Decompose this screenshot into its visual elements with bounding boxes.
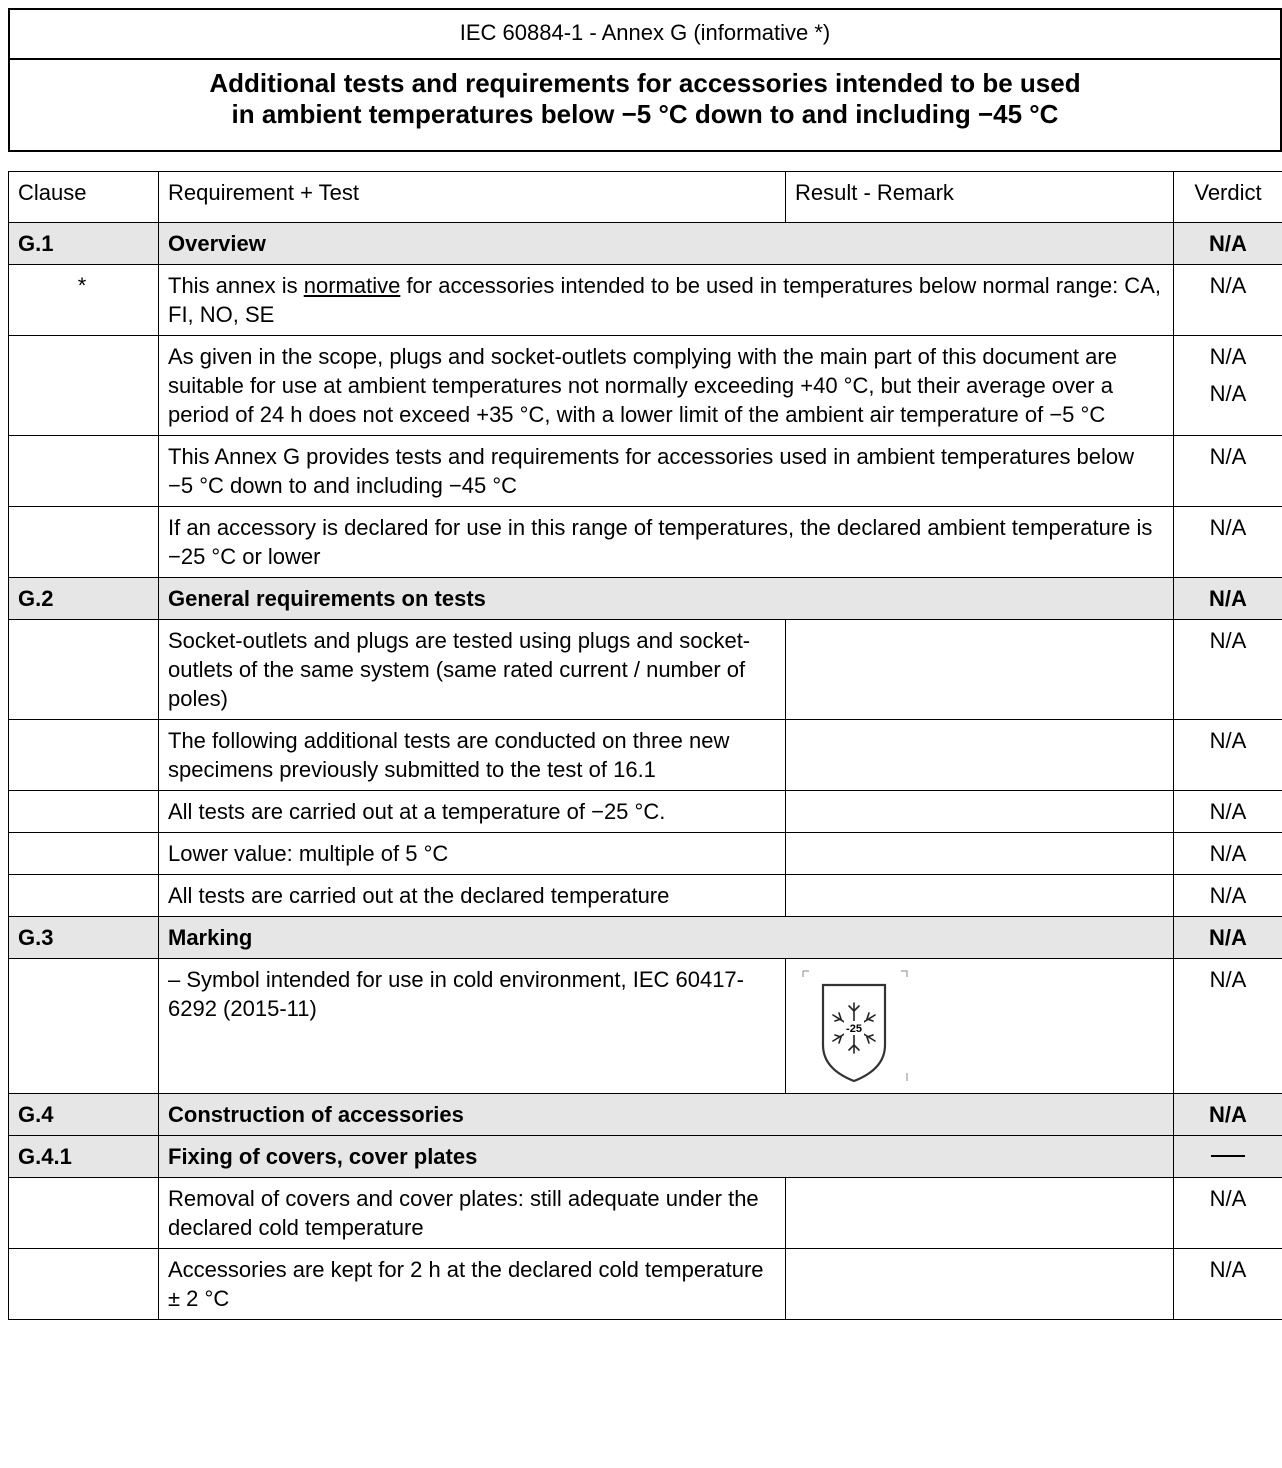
table-row <box>9 1249 1282 1320</box>
clause-cell <box>9 436 159 507</box>
verdict: N/A <box>1174 1249 1282 1320</box>
clause-cell <box>9 1249 159 1320</box>
verdict: N/A <box>1174 917 1282 959</box>
result-remark <box>786 1178 1174 1249</box>
table-row <box>9 959 1282 1094</box>
verdict: N/A <box>1174 436 1282 507</box>
requirement-text: – Symbol intended for use in cold environment, IEC 60417-6292 (2015-11) <box>159 959 786 1094</box>
requirement-text: All tests are carried out at a temperature of −25 °C. <box>159 791 786 833</box>
normative-text-pre: This annex is <box>168 273 304 298</box>
requirement-text: If an accessory is declared for use in this range of temperatures, the declared ambient temperature is −25 °C or lower <box>159 507 1174 578</box>
section-row-g4 <box>9 1094 1282 1136</box>
clause-number: G.1 <box>9 223 159 265</box>
verdict: N/A <box>1174 265 1282 336</box>
annex-title-line-1: Additional tests and requirements for accessories intended to be used <box>209 68 1081 98</box>
verdict: N/A <box>1209 344 1247 369</box>
result-remark <box>786 791 1174 833</box>
standard-reference: IEC 60884-1 - Annex G (informative *) <box>10 10 1280 60</box>
normative-text-post: for accessories intended to be used in temperatures below normal range: CA, FI, NO, SE <box>168 273 1161 327</box>
section-row-g41 <box>9 1136 1282 1178</box>
verdict: N/A <box>1174 620 1282 720</box>
cold-environment-symbol-icon <box>801 969 909 1087</box>
requirement-text: Accessories are kept for 2 h at the declared cold temperature ± 2 °C <box>159 1249 786 1320</box>
column-header-requirement: Requirement + Test <box>159 172 786 223</box>
requirement-text: Socket-outlets and plugs are tested using plugs and socket-outlets of the same system (same rated current / number of poles) <box>159 620 786 720</box>
clause-cell <box>9 265 159 336</box>
verdict: N/A <box>1174 578 1282 620</box>
clause-number: G.4.1 <box>9 1136 159 1178</box>
requirements-table <box>8 171 1282 1320</box>
section-title: Marking <box>159 917 1174 959</box>
clause-cell <box>9 620 159 720</box>
table-row <box>9 436 1282 507</box>
verdict: N/A <box>1174 507 1282 578</box>
result-remark <box>786 833 1174 875</box>
table-row <box>9 265 1282 336</box>
verdict: N/A <box>1174 720 1282 791</box>
annex-title-line-2: in ambient temperatures below −5 °C down to and including −45 °C <box>231 99 1059 129</box>
requirement-text: All tests are carried out at the declared temperature <box>159 875 786 917</box>
verdict: N/A <box>1174 833 1282 875</box>
table-row <box>9 833 1282 875</box>
table-row <box>9 336 1282 436</box>
result-remark <box>786 620 1174 720</box>
clause-number: G.2 <box>9 578 159 620</box>
requirement-text: The following additional tests are conducted on three new specimens previously submitted to the test of 16.1 <box>159 720 786 791</box>
section-title: Construction of accessories <box>159 1094 1174 1136</box>
verdict: N/A <box>1209 381 1247 406</box>
column-header-row <box>9 172 1282 223</box>
symbol-temperature-value: -25 <box>846 1023 862 1035</box>
requirement-text: This Annex G provides tests and requirements for accessories used in ambient temperatures below −5 °C down to and including −45 °C <box>159 436 1174 507</box>
table-row <box>9 720 1282 791</box>
section-title: Overview <box>159 223 1174 265</box>
section-row-g1 <box>9 223 1282 265</box>
clause-cell <box>9 1178 159 1249</box>
table-row <box>9 875 1282 917</box>
result-remark <box>786 875 1174 917</box>
verdict: N/A <box>1174 791 1282 833</box>
clause-cell <box>9 875 159 917</box>
verdict: N/A <box>1174 1178 1282 1249</box>
verdict: N/A <box>1174 959 1282 1094</box>
verdict: N/A <box>1174 875 1282 917</box>
clause-cell <box>9 833 159 875</box>
clause-cell <box>9 791 159 833</box>
normative-word: normative <box>303 273 401 298</box>
clause-cell <box>9 507 159 578</box>
result-remark <box>786 1249 1174 1320</box>
clause-cell <box>9 336 159 436</box>
requirement-text: As given in the scope, plugs and socket-outlets complying with the main part of this document are suitable for use at ambient temperatures not normally exceeding +40 °C, but their average over a period of 24 h does not exceed +35 °C, with a lower limit of the ambient air temperature of −5 °C <box>159 336 1174 436</box>
requirement-text: Lower value: multiple of 5 °C <box>159 833 786 875</box>
verdict-cell <box>1174 336 1282 436</box>
section-title: Fixing of covers, cover plates <box>159 1136 1174 1178</box>
clause-number: G.3 <box>9 917 159 959</box>
footnote-marker: * <box>77 273 87 298</box>
dash-mark <box>1211 1155 1245 1157</box>
column-header-verdict: Verdict <box>1174 172 1282 223</box>
verdict-dash <box>1174 1136 1282 1178</box>
table-row <box>9 1178 1282 1249</box>
requirement-text: Removal of covers and cover plates: still adequate under the declared cold temperature <box>159 1178 786 1249</box>
table-row <box>9 507 1282 578</box>
result-remark <box>786 959 1174 1094</box>
table-row <box>9 791 1282 833</box>
verdict: N/A <box>1174 1094 1282 1136</box>
column-header-result: Result - Remark <box>786 172 1174 223</box>
section-row-g2 <box>9 578 1282 620</box>
column-header-clause: Clause <box>9 172 159 223</box>
section-title: General requirements on tests <box>159 578 1174 620</box>
table-row <box>9 620 1282 720</box>
clause-number: G.4 <box>9 1094 159 1136</box>
clause-cell <box>9 720 159 791</box>
annex-header <box>8 8 1282 152</box>
clause-cell <box>9 959 159 1094</box>
result-remark <box>786 720 1174 791</box>
annex-title <box>10 60 1280 130</box>
requirement-text <box>159 265 1174 336</box>
section-row-g3 <box>9 917 1282 959</box>
verdict: N/A <box>1174 223 1282 265</box>
